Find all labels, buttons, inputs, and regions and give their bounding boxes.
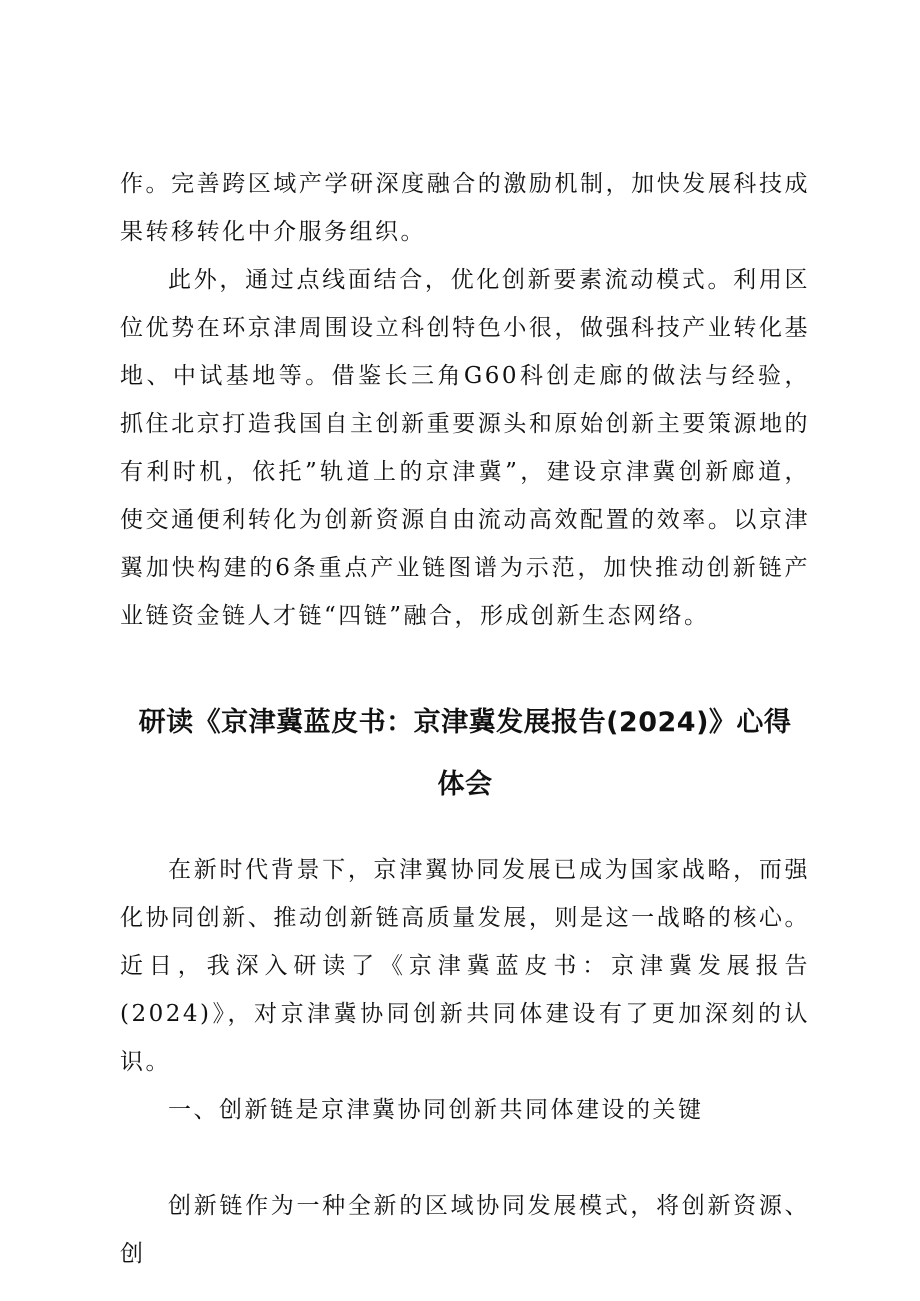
paragraph-innovation-chain: 创新链作为一种全新的区域协同发展模式，将创新资源、创	[120, 1193, 810, 1267]
article-title-line-1: 研读《京津冀蓝皮书：京津冀发展报告(2024)》心得	[138, 707, 792, 738]
paragraph-intro: 在新时代背景下，京津翼协同发展已成为国家战略，而强化协同创新、推动创新链高质量发展，则是这一战略的核心。近日，我深入研读了《京津冀蓝皮书：京津冀发展报告(2024)》，对京津冀协同创新共同体建设有了更加深刻的认识。	[120, 857, 810, 1075]
article-title	[120, 692, 810, 816]
section-heading: 一、创新链是京津冀协同创新共同体建设的关键	[168, 1097, 704, 1123]
paragraph-point-line-surface: 此外，通过点线面结合，优化创新要素流动模式。利用区位优势在环京津周围设立科创特色小很，做强科技产业转化基地、中试基地等。借鉴长三角G60科创走廊的做法与经验，抓住北京打造我国自主创新重要源头和原始创新主要策源地的有利时机，依托”轨道上的京津冀”，建设京津冀创新廊道，使交通便利转化为创新资源自由流动高效配置的效率。以京津翼加快构建的6条重点产业链图谱为示范，加快推动创新链产业链资金链人才链“四链”融合，形成创新生态网络。	[120, 267, 810, 629]
article-title-line-2: 体会	[437, 769, 493, 800]
document-body	[120, 160, 810, 1278]
paragraph-continuation: 作。完善跨区域产学研深度融合的激励机制，加快发展科技成果转移转化中介服务组织。	[120, 171, 810, 245]
